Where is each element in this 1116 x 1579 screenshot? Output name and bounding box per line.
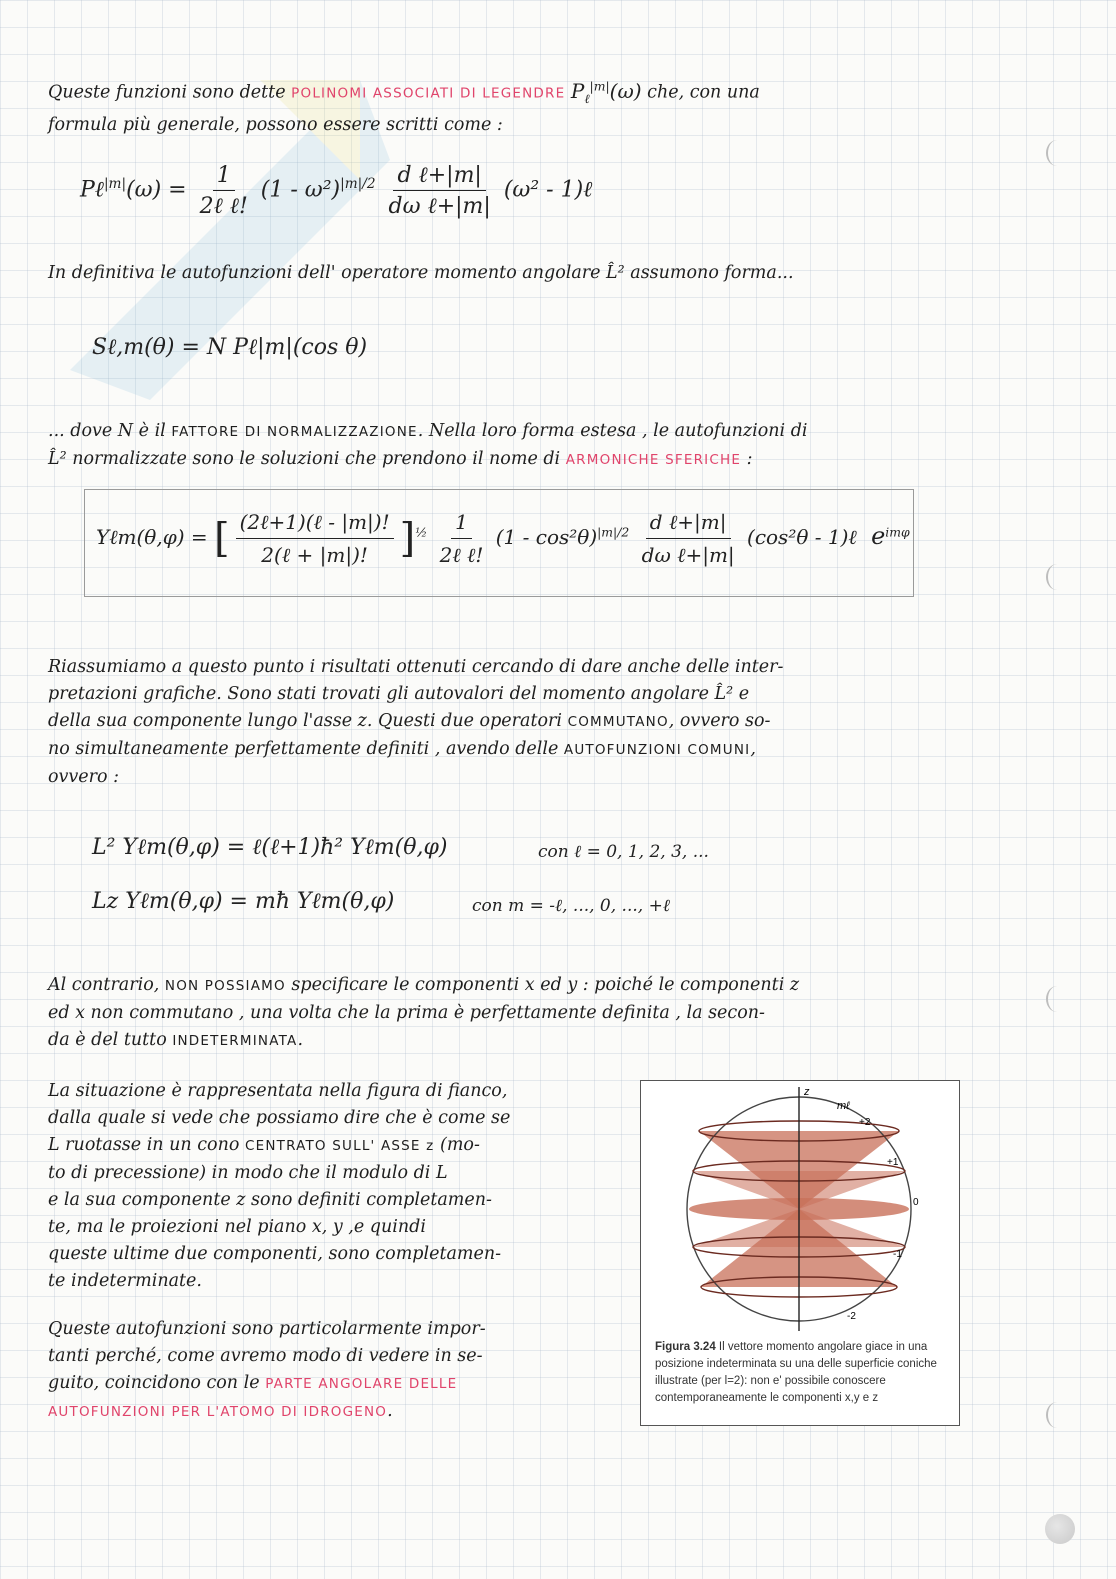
binder-ring (1046, 564, 1068, 590)
paragraph-contrary (48, 972, 988, 1055)
text: dalla quale si vede che possiamo dire che è come se (48, 1108, 511, 1128)
denominator: 2ℓ ℓ! (439, 543, 484, 567)
highlight-term: POLINOMI ASSOCIATI DI LEGENDRE (291, 85, 566, 102)
caps-term: AUTOFUNZIONI COMUNI (563, 742, 751, 758)
paragraph-figure-description (48, 1078, 618, 1295)
text: to di precessione) in modo che il modulo di L (48, 1163, 448, 1183)
formula-arg: (ω) = (126, 177, 187, 203)
text: ovvero : (48, 767, 120, 787)
fraction (200, 163, 248, 219)
text: , ovvero so- (668, 711, 771, 731)
text: guito, coincidono con le (48, 1373, 260, 1393)
binder-ring (1046, 140, 1068, 166)
caption-text: Il vettore momento angolare giace in una posizione indeterminata su una delle superficie coniche illustrate (per l=2): non e' possibile conoscere contemporaneamente le componenti x,y e z (655, 1341, 937, 1404)
text: specificare le componenti x ed y : poiché le componenti z (291, 975, 800, 995)
formula-eigenfunction: Sℓ,m(θ) = N Pℓ|m|(cos θ) (92, 335, 368, 360)
equation-L2: L² Yℓm(θ,φ) = ℓ(ℓ+1)ħ² Yℓm(θ,φ) (92, 835, 448, 860)
text: L̂² normalizzate sono le soluzioni che prendono il nome di (48, 449, 561, 469)
formula-term: e (871, 522, 886, 550)
equation-condition: con ℓ = 0, 1, 2, 3, ... (538, 842, 709, 862)
figure-caption (655, 1339, 951, 1407)
text: Al contrario, (48, 975, 160, 995)
equation-condition: con m = -ℓ, ..., 0, ..., +ℓ (472, 896, 670, 916)
text: . (297, 1030, 304, 1050)
formula-exponent: imφ (885, 524, 910, 540)
formula-term: (ω² - 1)ℓ (503, 177, 593, 203)
formula-lhs: Yℓm(θ,φ) = (96, 525, 208, 549)
formula-spherical-harmonics: Yℓm(θ,φ) = [ $\frac{\text{(2ℓ+1)(ℓ - |m|)!}}{\text{2(ℓ + |m|)!}}$ ]$^{\frac{1}{2}}$ $\frac{1}{\text{2ℓ ℓ!}}$ (1 - cos²θ)$^{|m|/2}$ $\frac{\text{d ℓ+|m|}}{\text{dω ℓ+|m|}}$ (cos²θ - 1)ℓ $e^{im\varphi}$ (96, 510, 910, 567)
formula-sup: |m| (103, 176, 127, 193)
caps-term: CENTRATO SULL' ASSE z (244, 1138, 435, 1154)
highlight-term: ARMONICHE SFERICHE (565, 452, 742, 468)
fraction (236, 508, 394, 569)
formula-lhs: Pℓ (80, 177, 104, 203)
denominator: 2(ℓ + |m|)! (261, 543, 368, 567)
text: da è del tutto (48, 1030, 167, 1050)
equation-Lz: Lz Yℓm(θ,φ) = mħ Yℓm(θ,φ) (92, 889, 395, 914)
level-label: -2 (847, 1311, 856, 1322)
numerator: 1 (451, 508, 472, 539)
text: ed x non commutano , una volta che la prima è perfettamente definita , la secon- (48, 1003, 765, 1023)
text: In definitiva le autofunzioni dell' operatore momento angolare L̂² assumono forma... (48, 263, 794, 283)
text: formula più generale, possono essere scritti come : (48, 114, 503, 135)
text: La situazione è rappresentata nella figura di fianco, (48, 1081, 508, 1101)
highlight-term: PARTE ANGOLARE DELLE (265, 1376, 458, 1392)
paragraph-normalization (48, 418, 988, 474)
paragraph-intro: Queste funzioni sono dette POLINOMI ASSOCIATI DI LEGENDRE $P_\ell^{|m|}(\omega)$ che, con una formula più generale, possono essere scritti come : (48, 72, 988, 139)
binder-ring (1046, 986, 1068, 1012)
caps-term: NON POSSIAMO (164, 978, 286, 994)
level-label: 0 (913, 1197, 919, 1208)
text: te indeterminate. (48, 1271, 202, 1291)
numerator: (2ℓ+1)(ℓ - |m|)! (236, 508, 394, 539)
paragraph-summary (48, 654, 988, 791)
fraction (440, 508, 484, 569)
level-label: -1 (893, 1249, 902, 1260)
text: e la sua componente z sono definiti completamen- (48, 1190, 492, 1210)
text: Queste funzioni sono dette (48, 82, 286, 103)
fraction (642, 508, 735, 569)
axis-label-z: z (804, 1086, 810, 1098)
text: L ruotasse in un cono (48, 1135, 240, 1155)
highlight-term: AUTOFUNZIONI PER L'ATOMO DI IDROGENO (48, 1404, 388, 1420)
text: queste ultime due componenti, sono completamen- (48, 1244, 502, 1264)
formula-exponent: |m|/2 (340, 176, 376, 193)
formula-exponent: |m|/2 (597, 524, 630, 540)
caps-term: COMMUTANO (567, 714, 669, 730)
text: te, ma le proiezioni nel piano x, y ,e quindi (48, 1217, 426, 1237)
fraction (389, 162, 491, 219)
numerator: d ℓ+|m| (393, 162, 485, 191)
text: che, con una (647, 82, 760, 103)
caps-term: FATTORE DI NORMALIZZAZIONE (171, 424, 418, 440)
formula-term: (1 - ω²) (260, 177, 341, 203)
text: Queste autofunzioni sono particolarmente impor- (48, 1319, 486, 1339)
text: : (746, 449, 753, 469)
text: ... dove N è il (48, 421, 166, 441)
figure-cones (640, 1080, 960, 1426)
denominator: dω ℓ+|m| (388, 194, 491, 219)
text: tanti perché, come avremo modo di vedere in se- (48, 1346, 483, 1366)
axis-label-m: mℓ (837, 1100, 850, 1112)
denominator: 2ℓ ℓ! (199, 193, 248, 219)
formula-legendre (80, 162, 592, 219)
numerator: d ℓ+|m| (646, 508, 731, 539)
text: pretazioni grafiche. Sono stati trovati gli autovalori del momento angolare L̂² e (48, 684, 750, 704)
level-label: +1 (887, 1157, 899, 1168)
sphere-cones-diagram (641, 1081, 959, 1337)
text: (mo- (440, 1135, 480, 1155)
caps-term: INDETERMINATA (172, 1033, 298, 1049)
formula-term: (1 - cos²θ) (495, 525, 598, 549)
formula-exponent: ½ (415, 524, 428, 540)
binder-ring (1046, 1402, 1068, 1428)
level-label: +2 (859, 1117, 871, 1128)
formula-term: (cos²θ - 1)ℓ (747, 525, 857, 549)
denominator: dω ℓ+|m| (641, 543, 735, 567)
text: . Nella loro forma estesa , le autofunzioni di (417, 421, 808, 441)
caption-label: Figura 3.24 (655, 1341, 716, 1353)
text: Riassumiamo a questo punto i risultati ottenuti cercando di dare anche delle inter- (48, 657, 784, 677)
text: della sua componente lungo l'asse z. Questi due operatori (48, 711, 562, 731)
paragraph-importance (48, 1316, 618, 1426)
text: . (387, 1401, 393, 1421)
text: no simultaneamente perfettamente definiti , avendo delle (48, 739, 559, 759)
corner-mark (1045, 1514, 1075, 1544)
text: , (750, 739, 756, 759)
numerator: 1 (213, 163, 235, 191)
